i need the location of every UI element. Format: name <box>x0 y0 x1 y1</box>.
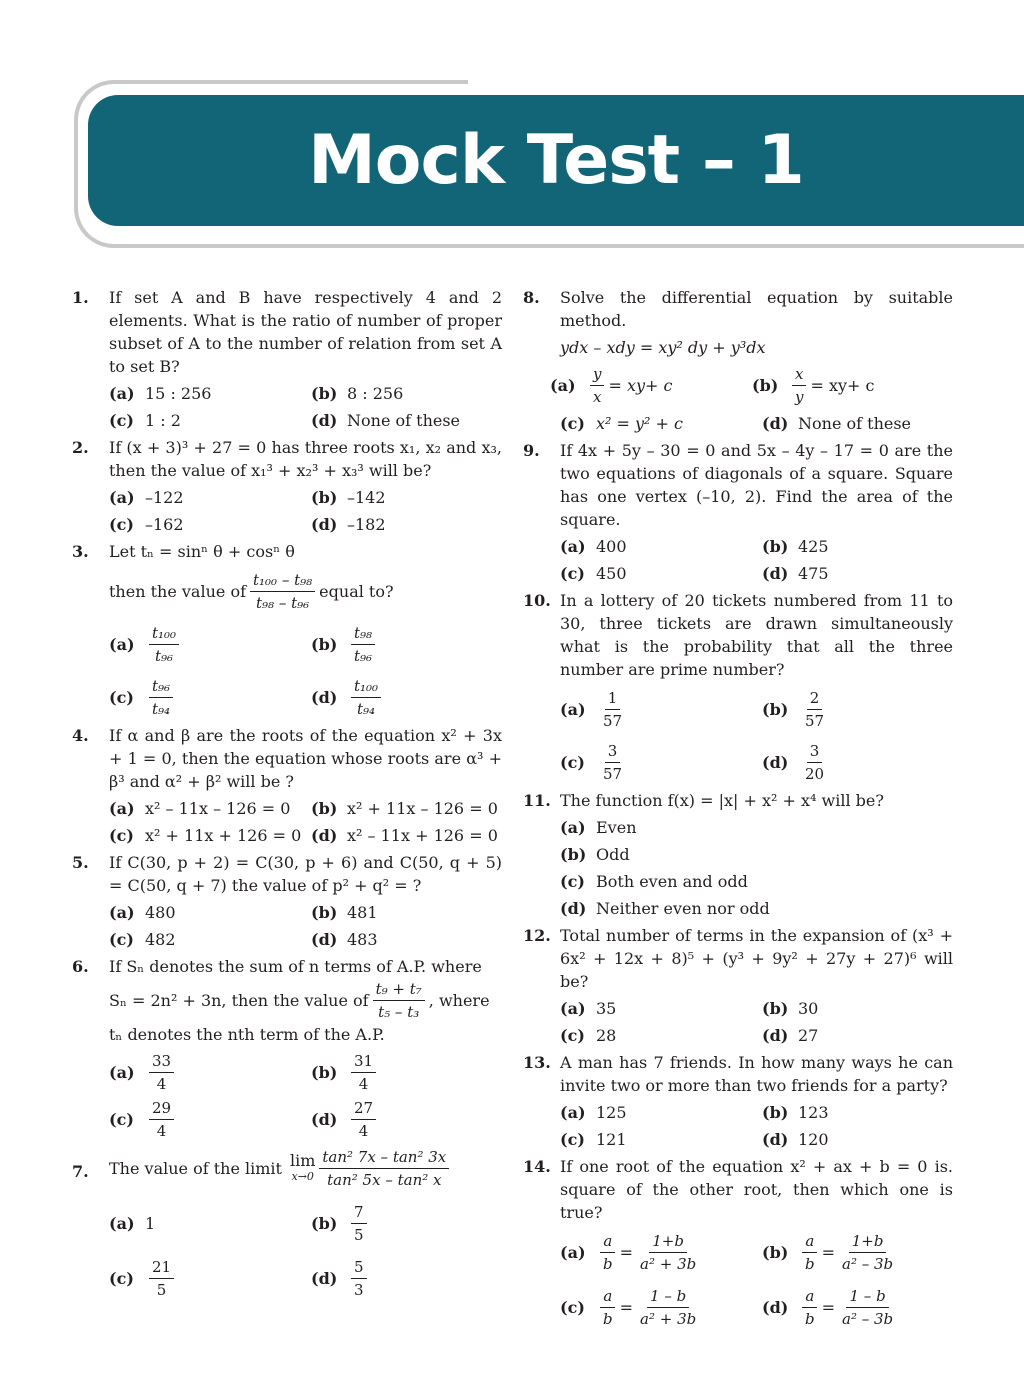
option-b: (b) $\frac{7}{5}$ <box>311 1201 502 1246</box>
question-8: 8. Solve the differential equation by suitable method. ydx – xdy = xy² dy + y³dx (a) $\frac{y}{x}$ = xy+ c (b) $\frac{x}{y}$ = xy+ c (c) x² = y² + c (d) None of these <box>523 288 953 433</box>
question-13: 13. A man has 7 friends. In how many ways he can invite two or more than two friends for a party? (a) 125 (b) 123 (c) 121 (d) 120 <box>523 1053 953 1149</box>
option-c: (c) 1 : 2 <box>109 411 181 430</box>
option-d: (d) 475 <box>762 564 829 583</box>
question-7: 7. The value of the limit lim x→0 $\frac{\text{tan² 7x – tan² 3x}}{\text{tan² 5x – tan² x}}$ (a) 1 (b) $\frac{7}{5}$ (c) $\frac{21}{5}$ (d) $\frac{5}{3}$ <box>72 1146 502 1301</box>
option-c: (c) $\frac{21}{5}$ <box>109 1256 311 1301</box>
question-6: 6. If Sₙ denotes the sum of n terms of A.P. where Sₙ = 2n² + 3n, then the value of $\frac{\text{t₉ + t₇}}{\text{t₅ – t₃}}$ , where tₙ denotes the nth term of the A.P. (a) $\frac{33}{4}$ (b) $\frac{31}{4}$ (c) $\frac{29}{4}$ (d) $\frac{27}{4}$ <box>72 955 502 1142</box>
option-c: (c) 450 <box>560 564 627 583</box>
option-c: (c) 482 <box>109 930 176 949</box>
option-d: (d) None of these <box>311 411 461 430</box>
option-b: (b) –142 <box>311 488 386 507</box>
option-d: (d) x² – 11x + 126 = 0 <box>311 826 498 845</box>
question-1: 1. If set A and B have respectively 4 and 2 elements. What is the ratio of number of proper subset of A to the number of relation from set A to set B? (a) 15 : 256 (b) 8 : 256 (c) 1 : 2 (d) None of these <box>72 288 502 430</box>
option-c: (c) $\frac{\text{t₉₆}}{\text{t₉₄}}$ <box>109 675 311 720</box>
option-c: (c) Both even and odd <box>560 872 748 891</box>
option-b: (b) 425 <box>762 537 829 556</box>
option-d: (d) 27 <box>762 1026 819 1045</box>
question-3: 3. Let tₙ = sinⁿ θ + cosⁿ θ then the value of $\frac{\text{t₁₀₀ – t₉₈}}{\text{t₉₈ – t₉₆}}$ equal to? (a) $\frac{\text{t₁₀₀}}{\text{t₉₆}}$ (b) $\frac{\text{t₉₈}}{\text{t₉₆}}$ (c) $\frac{\text{t₉₆}}{\text{t₉₄}}$ (d) $\frac{\text{t₁₀₀}}{\text{t₉₄}}$ <box>72 540 502 720</box>
option-a: (a) 400 <box>560 537 627 556</box>
option-b: (b) $\frac{31}{4}$ <box>311 1050 502 1095</box>
option-d: (d) –182 <box>311 515 386 534</box>
right-column <box>523 286 953 1334</box>
question-9: 9. If 4x + 5y – 30 = 0 and 5x – 4y – 17 = 0 are the two equations of diagonals of a square. Square has one vertex (–10, 2). Find the area of the square. (a) 400 (b) 425 (c) 450 (d) 475 <box>523 441 953 583</box>
option-b: (b) $\frac{a}{b}$ = $\frac{1+b}{\text{a² – 3b}}$ <box>762 1232 894 1273</box>
option-c: (c) x² + 11x + 126 = 0 <box>109 826 302 845</box>
option-a: (a) $\frac{\text{t₁₀₀}}{\text{t₉₆}}$ <box>109 622 311 667</box>
option-d: (d) 483 <box>311 930 378 949</box>
question-4: 4. If α and β are the roots of the equation x² + 3x + 1 = 0, then the equation whose roots are α³ + β³ and α² + β² will be ? (a) x² – 11x – 126 = 0 (b) x² + 11x – 126 = 0 (c) x² + 11x + 126 = 0 (d) x² – 11x + 126 = 0 <box>72 726 502 845</box>
option-a: (a) $\frac{33}{4}$ <box>109 1050 311 1095</box>
question-2: 2. If (x + 3)³ + 27 = 0 has three roots x₁, x₂ and x₃, then the value of x₁³ + x₂³ + x₃³ will be? (a) –122 (b) –142 (c) –162 (d) –182 <box>72 438 502 534</box>
question-5: 5. If C(30, p + 2) = C(30, p + 6) and C(50, q + 5) = C(50, q + 7) the value of p² + q² = ? (a) 480 (b) 481 (c) 482 (d) 483 <box>72 853 502 949</box>
question-14: 14. If one root of the equation x² + ax + b = 0 is. square of the other root, then which one is true? (a) $\frac{a}{b}$ = $\frac{1+b}{\text{a² + 3b}}$ (b) $\frac{a}{b}$ = $\frac{1+b}{\text{a² – 3b}}$ (c) $\frac{a}{b}$ = $\frac{1 - b}{\text{a² + 3b}}$ (d) $\frac{a}{b}$ = $\frac{1 - b}{\text{a² – 3b}}$ <box>523 1157 953 1328</box>
option-a: (a) Even <box>560 818 637 837</box>
option-a: (a) 15 : 256 <box>109 384 212 403</box>
option-d: (d) $\frac{5}{3}$ <box>311 1256 502 1301</box>
page-title: Mock Test – 1 <box>308 121 804 200</box>
option-a: (a) 125 <box>560 1103 627 1122</box>
option-a: (a) x² – 11x – 126 = 0 <box>109 799 291 818</box>
option-d: (d) $\frac{\text{t₁₀₀}}{\text{t₉₄}}$ <box>311 675 502 720</box>
option-b: (b) x² + 11x – 126 = 0 <box>311 799 498 818</box>
option-d: (d) $\frac{3}{20}$ <box>762 742 825 783</box>
option-b: (b) 481 <box>311 903 378 922</box>
option-c: (c) $\frac{3}{57}$ <box>560 742 623 783</box>
option-a: (a) $\frac{y}{x}$ = xy+ c <box>550 365 673 406</box>
question-12: 12. Total number of terms in the expansion of (x³ + 6x² + 12x + 8)⁵ + (y³ + 9y² + 27y + 27)⁶ will be? (a) 35 (b) 30 (c) 28 (d) 27 <box>523 926 953 1045</box>
option-b: (b) $\frac{x}{y}$ = xy+ c <box>752 365 875 406</box>
option-c: (c) 121 <box>560 1130 627 1149</box>
option-b: (b) $\frac{\text{t₉₈}}{\text{t₉₆}}$ <box>311 622 502 667</box>
question-10: 10. In a lottery of 20 tickets numbered from 11 to 30, three tickets are drawn simultaneously what is the probability that all the three number are prime number? (a) $\frac{1}{57}$ (b) $\frac{2}{57}$ (c) $\frac{3}{57}$ (d) $\frac{3}{20}$ <box>523 591 953 783</box>
option-c: (c) $\frac{29}{4}$ <box>109 1097 311 1142</box>
option-b: (b) 123 <box>762 1103 829 1122</box>
option-a: (a) $\frac{1}{57}$ <box>560 689 623 730</box>
option-c: (c) $\frac{a}{b}$ = $\frac{1 - b}{\text{a² + 3b}}$ <box>560 1287 697 1328</box>
option-b: (b) Odd <box>560 845 630 864</box>
option-c: (c) –162 <box>109 515 184 534</box>
option-c: (c) 28 <box>560 1026 617 1045</box>
option-d: (d) $\frac{a}{b}$ = $\frac{1 - b}{\text{a² – 3b}}$ <box>762 1287 894 1328</box>
option-b: (b) 30 <box>762 999 819 1018</box>
option-a: (a) 1 <box>109 1214 156 1233</box>
option-b: (b) 8 : 256 <box>311 384 404 403</box>
option-d: (d) Neither even nor odd <box>560 899 770 918</box>
option-a: (a) –122 <box>109 488 184 507</box>
option-b: (b) $\frac{2}{57}$ <box>762 689 825 730</box>
option-d: (d) 120 <box>762 1130 829 1149</box>
option-d: (d) None of these <box>762 414 912 433</box>
option-d: (d) $\frac{27}{4}$ <box>311 1097 502 1142</box>
left-column <box>72 286 502 1305</box>
option-a: (a) $\frac{a}{b}$ = $\frac{1+b}{\text{a² + 3b}}$ <box>560 1232 697 1273</box>
option-a: (a) 480 <box>109 903 176 922</box>
option-a: (a) 35 <box>560 999 617 1018</box>
option-c: (c) x² = y² + c <box>560 414 684 433</box>
question-11: 11. The function f(x) = |x| + x² + x⁴ will be? (a) Even (b) Odd (c) Both even and odd (d) Neither even nor odd <box>523 789 953 920</box>
